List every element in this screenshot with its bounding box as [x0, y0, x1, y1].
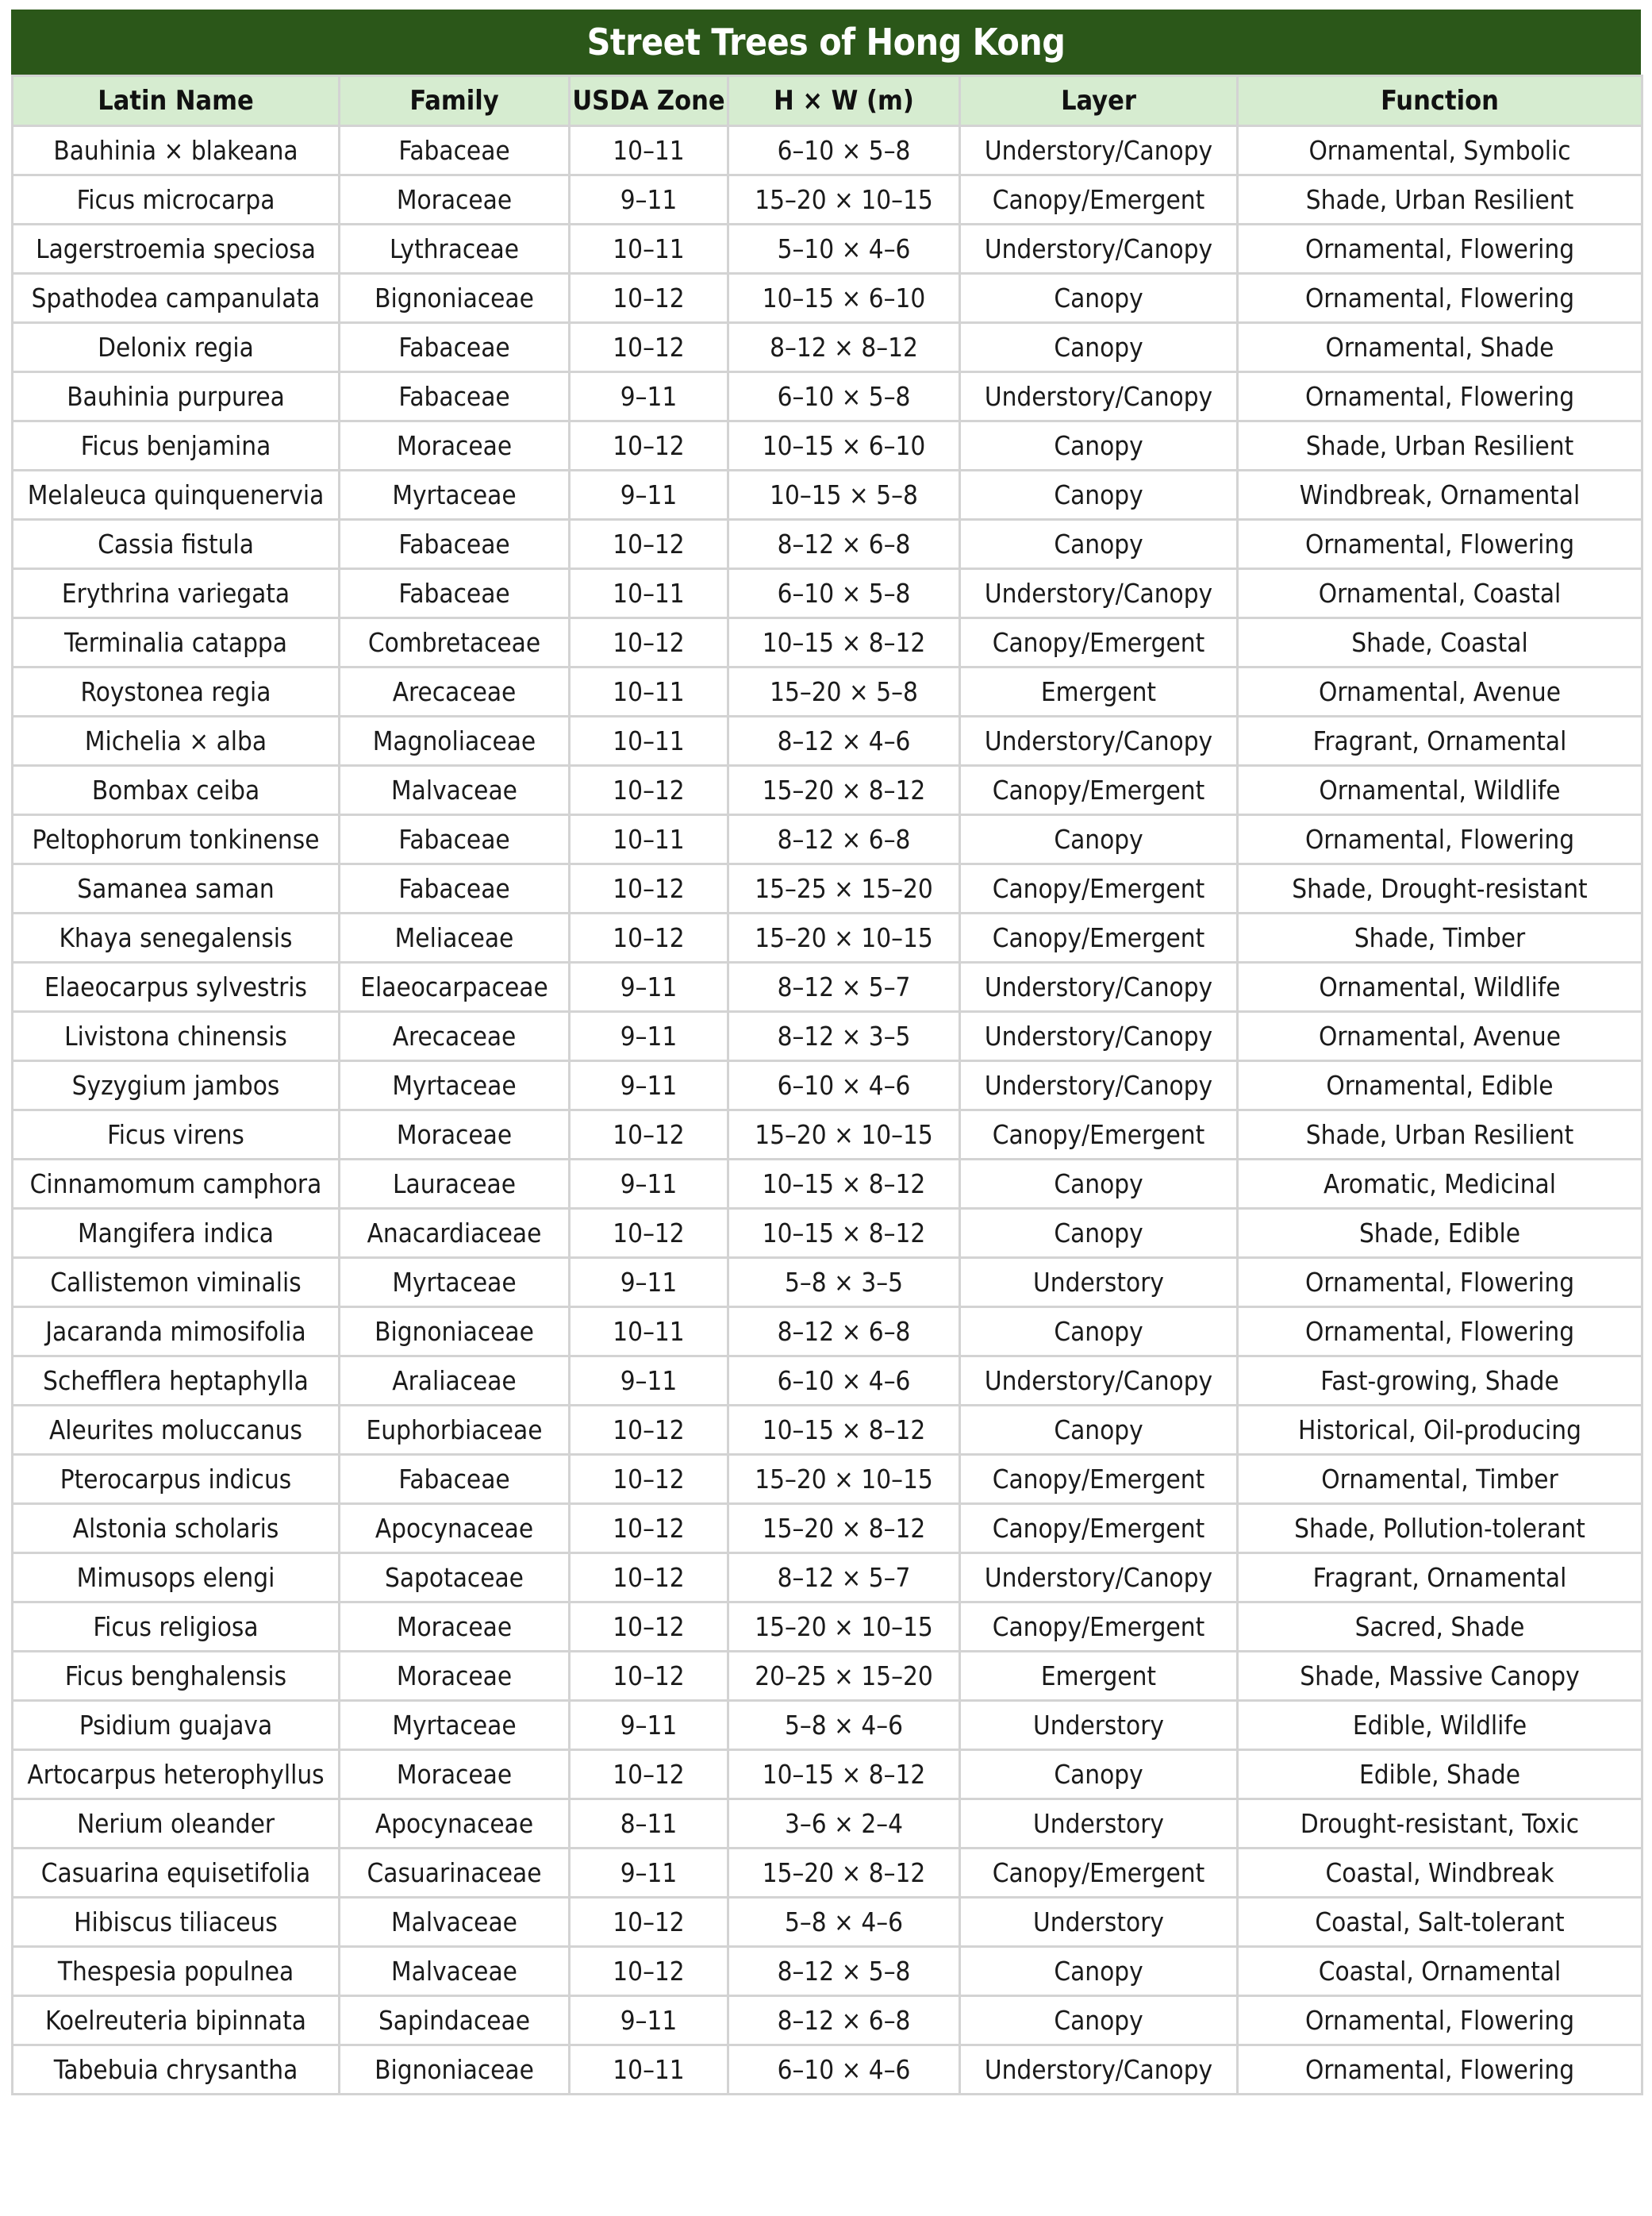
cell-layer: Canopy — [960, 1996, 1238, 2045]
cell-function: Ornamental, Flowering — [1238, 520, 1642, 569]
cell-height-width: 15–20 × 8–12 — [728, 1504, 960, 1553]
cell-family: Fabaceae — [340, 569, 570, 618]
cell-layer: Understory/Canopy — [960, 225, 1238, 274]
cell-height-width: 10–15 × 8–12 — [728, 1406, 960, 1455]
cell-usda-zone: 10–12 — [570, 1504, 728, 1553]
cell-latin-name: Casuarina equisetifolia — [13, 1849, 340, 1898]
street-trees-table — [11, 75, 1643, 2095]
cell-height-width: 8–12 × 5–8 — [728, 1947, 960, 1996]
cell-family: Myrtaceae — [340, 471, 570, 520]
cell-family: Fabaceae — [340, 520, 570, 569]
cell-height-width: 6–10 × 5–8 — [728, 569, 960, 618]
cell-family: Sapindaceae — [340, 1996, 570, 2045]
cell-usda-zone: 9–11 — [570, 175, 728, 225]
cell-usda-zone: 9–11 — [570, 963, 728, 1012]
cell-family: Arecaceae — [340, 667, 570, 717]
table-row — [13, 1799, 1642, 1849]
cell-layer: Canopy — [960, 323, 1238, 372]
cell-usda-zone: 9–11 — [570, 1849, 728, 1898]
cell-latin-name: Delonix regia — [13, 323, 340, 372]
cell-layer: Canopy/Emergent — [960, 1602, 1238, 1652]
cell-height-width: 6–10 × 4–6 — [728, 2045, 960, 2095]
table-row — [13, 1750, 1642, 1799]
cell-height-width: 15–20 × 8–12 — [728, 766, 960, 815]
cell-function: Ornamental, Wildlife — [1238, 963, 1642, 1012]
cell-height-width: 10–15 × 8–12 — [728, 618, 960, 667]
cell-layer: Canopy/Emergent — [960, 175, 1238, 225]
table-body — [13, 126, 1642, 2095]
cell-family: Arecaceae — [340, 1012, 570, 1061]
cell-layer: Understory/Canopy — [960, 717, 1238, 766]
cell-latin-name: Michelia × alba — [13, 717, 340, 766]
cell-function: Shade, Timber — [1238, 914, 1642, 963]
cell-layer: Canopy/Emergent — [960, 1849, 1238, 1898]
cell-layer: Understory/Canopy — [960, 1553, 1238, 1602]
cell-family: Moraceae — [340, 1110, 570, 1160]
cell-height-width: 6–10 × 5–8 — [728, 126, 960, 175]
cell-function: Shade, Coastal — [1238, 618, 1642, 667]
table-row — [13, 717, 1642, 766]
cell-function: Ornamental, Flowering — [1238, 225, 1642, 274]
table-row — [13, 1307, 1642, 1356]
cell-function: Edible, Wildlife — [1238, 1701, 1642, 1750]
cell-function: Coastal, Salt-tolerant — [1238, 1898, 1642, 1947]
cell-function: Aromatic, Medicinal — [1238, 1160, 1642, 1209]
table-row — [13, 1406, 1642, 1455]
cell-function: Drought-resistant, Toxic — [1238, 1799, 1642, 1849]
cell-height-width: 8–12 × 8–12 — [728, 323, 960, 372]
table-row — [13, 372, 1642, 421]
cell-layer: Canopy — [960, 1750, 1238, 1799]
cell-latin-name: Bauhinia × blakeana — [13, 126, 340, 175]
cell-family: Malvaceae — [340, 766, 570, 815]
cell-layer: Understory — [960, 1701, 1238, 1750]
cell-function: Ornamental, Flowering — [1238, 274, 1642, 323]
cell-height-width: 15–25 × 15–20 — [728, 864, 960, 914]
cell-usda-zone: 8–11 — [570, 1799, 728, 1849]
cell-function: Ornamental, Timber — [1238, 1455, 1642, 1504]
cell-layer: Canopy — [960, 471, 1238, 520]
column-header-latin-name: Latin Name — [13, 76, 340, 126]
cell-usda-zone: 10–11 — [570, 126, 728, 175]
table-row — [13, 1947, 1642, 1996]
cell-function: Ornamental, Flowering — [1238, 1258, 1642, 1307]
cell-height-width: 15–20 × 10–15 — [728, 175, 960, 225]
cell-layer: Understory — [960, 1258, 1238, 1307]
cell-function: Shade, Urban Resilient — [1238, 421, 1642, 471]
table-row — [13, 1652, 1642, 1701]
cell-function: Ornamental, Flowering — [1238, 1996, 1642, 2045]
cell-height-width: 5–8 × 4–6 — [728, 1701, 960, 1750]
cell-latin-name: Livistona chinensis — [13, 1012, 340, 1061]
table-row — [13, 667, 1642, 717]
cell-latin-name: Erythrina variegata — [13, 569, 340, 618]
cell-family: Moraceae — [340, 175, 570, 225]
cell-latin-name: Syzygium jambos — [13, 1061, 340, 1110]
cell-latin-name: Mangifera indica — [13, 1209, 340, 1258]
cell-family: Combretaceae — [340, 618, 570, 667]
cell-function: Sacred, Shade — [1238, 1602, 1642, 1652]
table-row — [13, 126, 1642, 175]
table-row — [13, 2045, 1642, 2095]
cell-usda-zone: 10–11 — [570, 1307, 728, 1356]
cell-family: Moraceae — [340, 1652, 570, 1701]
cell-family: Lythraceae — [340, 225, 570, 274]
cell-layer: Canopy/Emergent — [960, 1504, 1238, 1553]
cell-family: Fabaceae — [340, 1455, 570, 1504]
cell-latin-name: Koelreuteria bipinnata — [13, 1996, 340, 2045]
table-row — [13, 175, 1642, 225]
cell-usda-zone: 10–12 — [570, 1406, 728, 1455]
table-row — [13, 1553, 1642, 1602]
table-row — [13, 1701, 1642, 1750]
cell-latin-name: Lagerstroemia speciosa — [13, 225, 340, 274]
cell-usda-zone: 10–11 — [570, 717, 728, 766]
cell-family: Casuarinaceae — [340, 1849, 570, 1898]
cell-height-width: 8–12 × 6–8 — [728, 1996, 960, 2045]
cell-height-width: 8–12 × 4–6 — [728, 717, 960, 766]
cell-function: Shade, Urban Resilient — [1238, 175, 1642, 225]
table-row — [13, 864, 1642, 914]
cell-height-width: 20–25 × 15–20 — [728, 1652, 960, 1701]
table-row — [13, 815, 1642, 864]
cell-usda-zone: 9–11 — [570, 1996, 728, 2045]
table-sheet — [11, 10, 1641, 2095]
cell-usda-zone: 10–12 — [570, 864, 728, 914]
cell-layer: Canopy — [960, 1209, 1238, 1258]
cell-latin-name: Spathodea campanulata — [13, 274, 340, 323]
cell-usda-zone: 9–11 — [570, 1701, 728, 1750]
cell-usda-zone: 10–12 — [570, 1898, 728, 1947]
cell-latin-name: Ficus microcarpa — [13, 175, 340, 225]
table-row — [13, 1996, 1642, 2045]
cell-layer: Understory/Canopy — [960, 569, 1238, 618]
cell-height-width: 10–15 × 6–10 — [728, 421, 960, 471]
column-header-family: Family — [340, 76, 570, 126]
cell-usda-zone: 10–12 — [570, 1602, 728, 1652]
cell-function: Ornamental, Flowering — [1238, 2045, 1642, 2095]
table-row — [13, 1849, 1642, 1898]
cell-height-width: 10–15 × 6–10 — [728, 274, 960, 323]
cell-latin-name: Roystonea regia — [13, 667, 340, 717]
header-row — [13, 76, 1642, 126]
table-row — [13, 1209, 1642, 1258]
cell-family: Meliaceae — [340, 914, 570, 963]
table-row — [13, 1258, 1642, 1307]
cell-usda-zone: 10–12 — [570, 618, 728, 667]
cell-layer: Canopy — [960, 1406, 1238, 1455]
cell-layer: Understory/Canopy — [960, 1012, 1238, 1061]
cell-layer: Canopy — [960, 1160, 1238, 1209]
cell-height-width: 3–6 × 2–4 — [728, 1799, 960, 1849]
cell-height-width: 10–15 × 8–12 — [728, 1209, 960, 1258]
cell-usda-zone: 9–11 — [570, 471, 728, 520]
cell-latin-name: Pterocarpus indicus — [13, 1455, 340, 1504]
cell-family: Bignoniaceae — [340, 2045, 570, 2095]
cell-layer: Canopy/Emergent — [960, 618, 1238, 667]
cell-usda-zone: 10–12 — [570, 1750, 728, 1799]
cell-usda-zone: 10–11 — [570, 667, 728, 717]
cell-latin-name: Ficus religiosa — [13, 1602, 340, 1652]
column-header-height-width: H × W (m) — [728, 76, 960, 126]
cell-height-width: 8–12 × 5–7 — [728, 963, 960, 1012]
cell-latin-name: Peltophorum tonkinense — [13, 815, 340, 864]
table-row — [13, 1504, 1642, 1553]
cell-family: Myrtaceae — [340, 1701, 570, 1750]
cell-latin-name: Mimusops elengi — [13, 1553, 340, 1602]
cell-layer: Understory/Canopy — [960, 963, 1238, 1012]
cell-height-width: 15–20 × 10–15 — [728, 1455, 960, 1504]
cell-latin-name: Nerium oleander — [13, 1799, 340, 1849]
table-row — [13, 1455, 1642, 1504]
cell-family: Malvaceae — [340, 1947, 570, 1996]
table-row — [13, 1061, 1642, 1110]
cell-family: Fabaceae — [340, 864, 570, 914]
table-row — [13, 225, 1642, 274]
cell-height-width: 8–12 × 6–8 — [728, 815, 960, 864]
cell-latin-name: Artocarpus heterophyllus — [13, 1750, 340, 1799]
cell-layer: Canopy — [960, 815, 1238, 864]
column-header-usda-zone: USDA Zone — [570, 76, 728, 126]
cell-height-width: 15–20 × 10–15 — [728, 1110, 960, 1160]
cell-function: Edible, Shade — [1238, 1750, 1642, 1799]
cell-family: Fabaceae — [340, 815, 570, 864]
cell-latin-name: Bombax ceiba — [13, 766, 340, 815]
cell-height-width: 15–20 × 8–12 — [728, 1849, 960, 1898]
table-row — [13, 1012, 1642, 1061]
column-header-layer: Layer — [960, 76, 1238, 126]
table-row — [13, 618, 1642, 667]
cell-function: Ornamental, Flowering — [1238, 815, 1642, 864]
table-row — [13, 421, 1642, 471]
cell-latin-name: Melaleuca quinquenervia — [13, 471, 340, 520]
cell-function: Ornamental, Shade — [1238, 323, 1642, 372]
cell-layer: Emergent — [960, 1652, 1238, 1701]
column-header-function: Function — [1238, 76, 1642, 126]
cell-height-width: 6–10 × 4–6 — [728, 1356, 960, 1406]
cell-layer: Canopy/Emergent — [960, 914, 1238, 963]
cell-height-width: 10–15 × 8–12 — [728, 1750, 960, 1799]
cell-family: Moraceae — [340, 421, 570, 471]
cell-latin-name: Tabebuia chrysantha — [13, 2045, 340, 2095]
cell-family: Araliaceae — [340, 1356, 570, 1406]
table-row — [13, 1160, 1642, 1209]
cell-layer: Understory/Canopy — [960, 2045, 1238, 2095]
cell-height-width: 6–10 × 4–6 — [728, 1061, 960, 1110]
cell-family: Apocynaceae — [340, 1504, 570, 1553]
table-row — [13, 274, 1642, 323]
cell-function: Fragrant, Ornamental — [1238, 717, 1642, 766]
table-title: Street Trees of Hong Kong — [11, 10, 1641, 75]
cell-layer: Canopy — [960, 520, 1238, 569]
table-row — [13, 766, 1642, 815]
cell-layer: Canopy — [960, 1947, 1238, 1996]
cell-usda-zone: 10–12 — [570, 1110, 728, 1160]
cell-function: Shade, Drought-resistant — [1238, 864, 1642, 914]
cell-family: Magnoliaceae — [340, 717, 570, 766]
cell-height-width: 8–12 × 5–7 — [728, 1553, 960, 1602]
cell-family: Fabaceae — [340, 323, 570, 372]
cell-family: Moraceae — [340, 1602, 570, 1652]
cell-height-width: 8–12 × 6–8 — [728, 520, 960, 569]
cell-usda-zone: 10–12 — [570, 1455, 728, 1504]
cell-latin-name: Ficus benjamina — [13, 421, 340, 471]
cell-height-width: 5–8 × 3–5 — [728, 1258, 960, 1307]
cell-height-width: 5–8 × 4–6 — [728, 1898, 960, 1947]
cell-family: Elaeocarpaceae — [340, 963, 570, 1012]
cell-function: Ornamental, Wildlife — [1238, 766, 1642, 815]
cell-layer: Understory — [960, 1898, 1238, 1947]
cell-height-width: 8–12 × 3–5 — [728, 1012, 960, 1061]
cell-latin-name: Alstonia scholaris — [13, 1504, 340, 1553]
cell-usda-zone: 9–11 — [570, 1160, 728, 1209]
cell-family: Myrtaceae — [340, 1258, 570, 1307]
cell-usda-zone: 10–12 — [570, 1947, 728, 1996]
cell-family: Anacardiaceae — [340, 1209, 570, 1258]
table-row — [13, 471, 1642, 520]
cell-family: Bignoniaceae — [340, 1307, 570, 1356]
cell-function: Coastal, Ornamental — [1238, 1947, 1642, 1996]
cell-function: Ornamental, Flowering — [1238, 1307, 1642, 1356]
cell-latin-name: Cinnamomum camphora — [13, 1160, 340, 1209]
cell-function: Windbreak, Ornamental — [1238, 471, 1642, 520]
cell-layer: Canopy/Emergent — [960, 864, 1238, 914]
table-row — [13, 963, 1642, 1012]
cell-latin-name: Schefflera heptaphylla — [13, 1356, 340, 1406]
cell-function: Fast-growing, Shade — [1238, 1356, 1642, 1406]
cell-usda-zone: 10–12 — [570, 520, 728, 569]
table-row — [13, 520, 1642, 569]
cell-function: Shade, Massive Canopy — [1238, 1652, 1642, 1701]
cell-family: Moraceae — [340, 1750, 570, 1799]
cell-usda-zone: 10–12 — [570, 421, 728, 471]
cell-usda-zone: 10–11 — [570, 2045, 728, 2095]
cell-latin-name: Khaya senegalensis — [13, 914, 340, 963]
cell-latin-name: Bauhinia purpurea — [13, 372, 340, 421]
cell-family: Fabaceae — [340, 126, 570, 175]
cell-usda-zone: 9–11 — [570, 1061, 728, 1110]
cell-function: Ornamental, Avenue — [1238, 667, 1642, 717]
cell-latin-name: Elaeocarpus sylvestris — [13, 963, 340, 1012]
cell-layer: Emergent — [960, 667, 1238, 717]
cell-usda-zone: 10–12 — [570, 914, 728, 963]
cell-function: Fragrant, Ornamental — [1238, 1553, 1642, 1602]
cell-height-width: 5–10 × 4–6 — [728, 225, 960, 274]
cell-function: Ornamental, Edible — [1238, 1061, 1642, 1110]
cell-usda-zone: 9–11 — [570, 1356, 728, 1406]
cell-height-width: 15–20 × 5–8 — [728, 667, 960, 717]
cell-function: Shade, Urban Resilient — [1238, 1110, 1642, 1160]
cell-height-width: 10–15 × 8–12 — [728, 1160, 960, 1209]
cell-layer: Understory — [960, 1799, 1238, 1849]
cell-function: Ornamental, Coastal — [1238, 569, 1642, 618]
cell-layer: Canopy — [960, 421, 1238, 471]
cell-function: Ornamental, Flowering — [1238, 372, 1642, 421]
cell-usda-zone: 10–12 — [570, 1553, 728, 1602]
cell-family: Sapotaceae — [340, 1553, 570, 1602]
cell-family: Malvaceae — [340, 1898, 570, 1947]
cell-usda-zone: 9–11 — [570, 1258, 728, 1307]
table-row — [13, 914, 1642, 963]
cell-height-width: 15–20 × 10–15 — [728, 1602, 960, 1652]
cell-usda-zone: 10–12 — [570, 1209, 728, 1258]
cell-latin-name: Samanea saman — [13, 864, 340, 914]
cell-family: Euphorbiaceae — [340, 1406, 570, 1455]
cell-function: Ornamental, Symbolic — [1238, 126, 1642, 175]
cell-height-width: 8–12 × 6–8 — [728, 1307, 960, 1356]
cell-family: Bignoniaceae — [340, 274, 570, 323]
table-row — [13, 1898, 1642, 1947]
cell-function: Shade, Edible — [1238, 1209, 1642, 1258]
cell-usda-zone: 10–11 — [570, 569, 728, 618]
table-row — [13, 569, 1642, 618]
cell-latin-name: Aleurites moluccanus — [13, 1406, 340, 1455]
cell-layer: Canopy/Emergent — [960, 766, 1238, 815]
cell-layer: Canopy/Emergent — [960, 1110, 1238, 1160]
cell-layer: Canopy/Emergent — [960, 1455, 1238, 1504]
cell-family: Lauraceae — [340, 1160, 570, 1209]
cell-latin-name: Cassia fistula — [13, 520, 340, 569]
cell-layer: Understory/Canopy — [960, 1356, 1238, 1406]
cell-latin-name: Psidium guajava — [13, 1701, 340, 1750]
cell-latin-name: Ficus benghalensis — [13, 1652, 340, 1701]
cell-usda-zone: 9–11 — [570, 1012, 728, 1061]
table-row — [13, 1356, 1642, 1406]
cell-usda-zone: 10–12 — [570, 766, 728, 815]
cell-usda-zone: 10–12 — [570, 274, 728, 323]
table-row — [13, 1110, 1642, 1160]
cell-latin-name: Ficus virens — [13, 1110, 340, 1160]
cell-latin-name: Callistemon viminalis — [13, 1258, 340, 1307]
cell-usda-zone: 10–11 — [570, 225, 728, 274]
cell-latin-name: Terminalia catappa — [13, 618, 340, 667]
cell-height-width: 10–15 × 5–8 — [728, 471, 960, 520]
cell-latin-name: Jacaranda mimosifolia — [13, 1307, 340, 1356]
cell-family: Myrtaceae — [340, 1061, 570, 1110]
cell-layer: Canopy — [960, 274, 1238, 323]
cell-layer: Understory/Canopy — [960, 126, 1238, 175]
cell-usda-zone: 10–12 — [570, 1652, 728, 1701]
cell-function: Ornamental, Avenue — [1238, 1012, 1642, 1061]
cell-height-width: 15–20 × 10–15 — [728, 914, 960, 963]
cell-function: Coastal, Windbreak — [1238, 1849, 1642, 1898]
cell-latin-name: Hibiscus tiliaceus — [13, 1898, 340, 1947]
table-row — [13, 1602, 1642, 1652]
cell-family: Apocynaceae — [340, 1799, 570, 1849]
cell-layer: Understory/Canopy — [960, 372, 1238, 421]
cell-usda-zone: 9–11 — [570, 372, 728, 421]
cell-layer: Understory/Canopy — [960, 1061, 1238, 1110]
cell-latin-name: Thespesia populnea — [13, 1947, 340, 1996]
table-row — [13, 323, 1642, 372]
cell-usda-zone: 10–12 — [570, 323, 728, 372]
cell-layer: Canopy — [960, 1307, 1238, 1356]
cell-height-width: 6–10 × 5–8 — [728, 372, 960, 421]
cell-usda-zone: 10–11 — [570, 815, 728, 864]
cell-family: Fabaceae — [340, 372, 570, 421]
cell-function: Shade, Pollution-tolerant — [1238, 1504, 1642, 1553]
cell-function: Historical, Oil-producing — [1238, 1406, 1642, 1455]
